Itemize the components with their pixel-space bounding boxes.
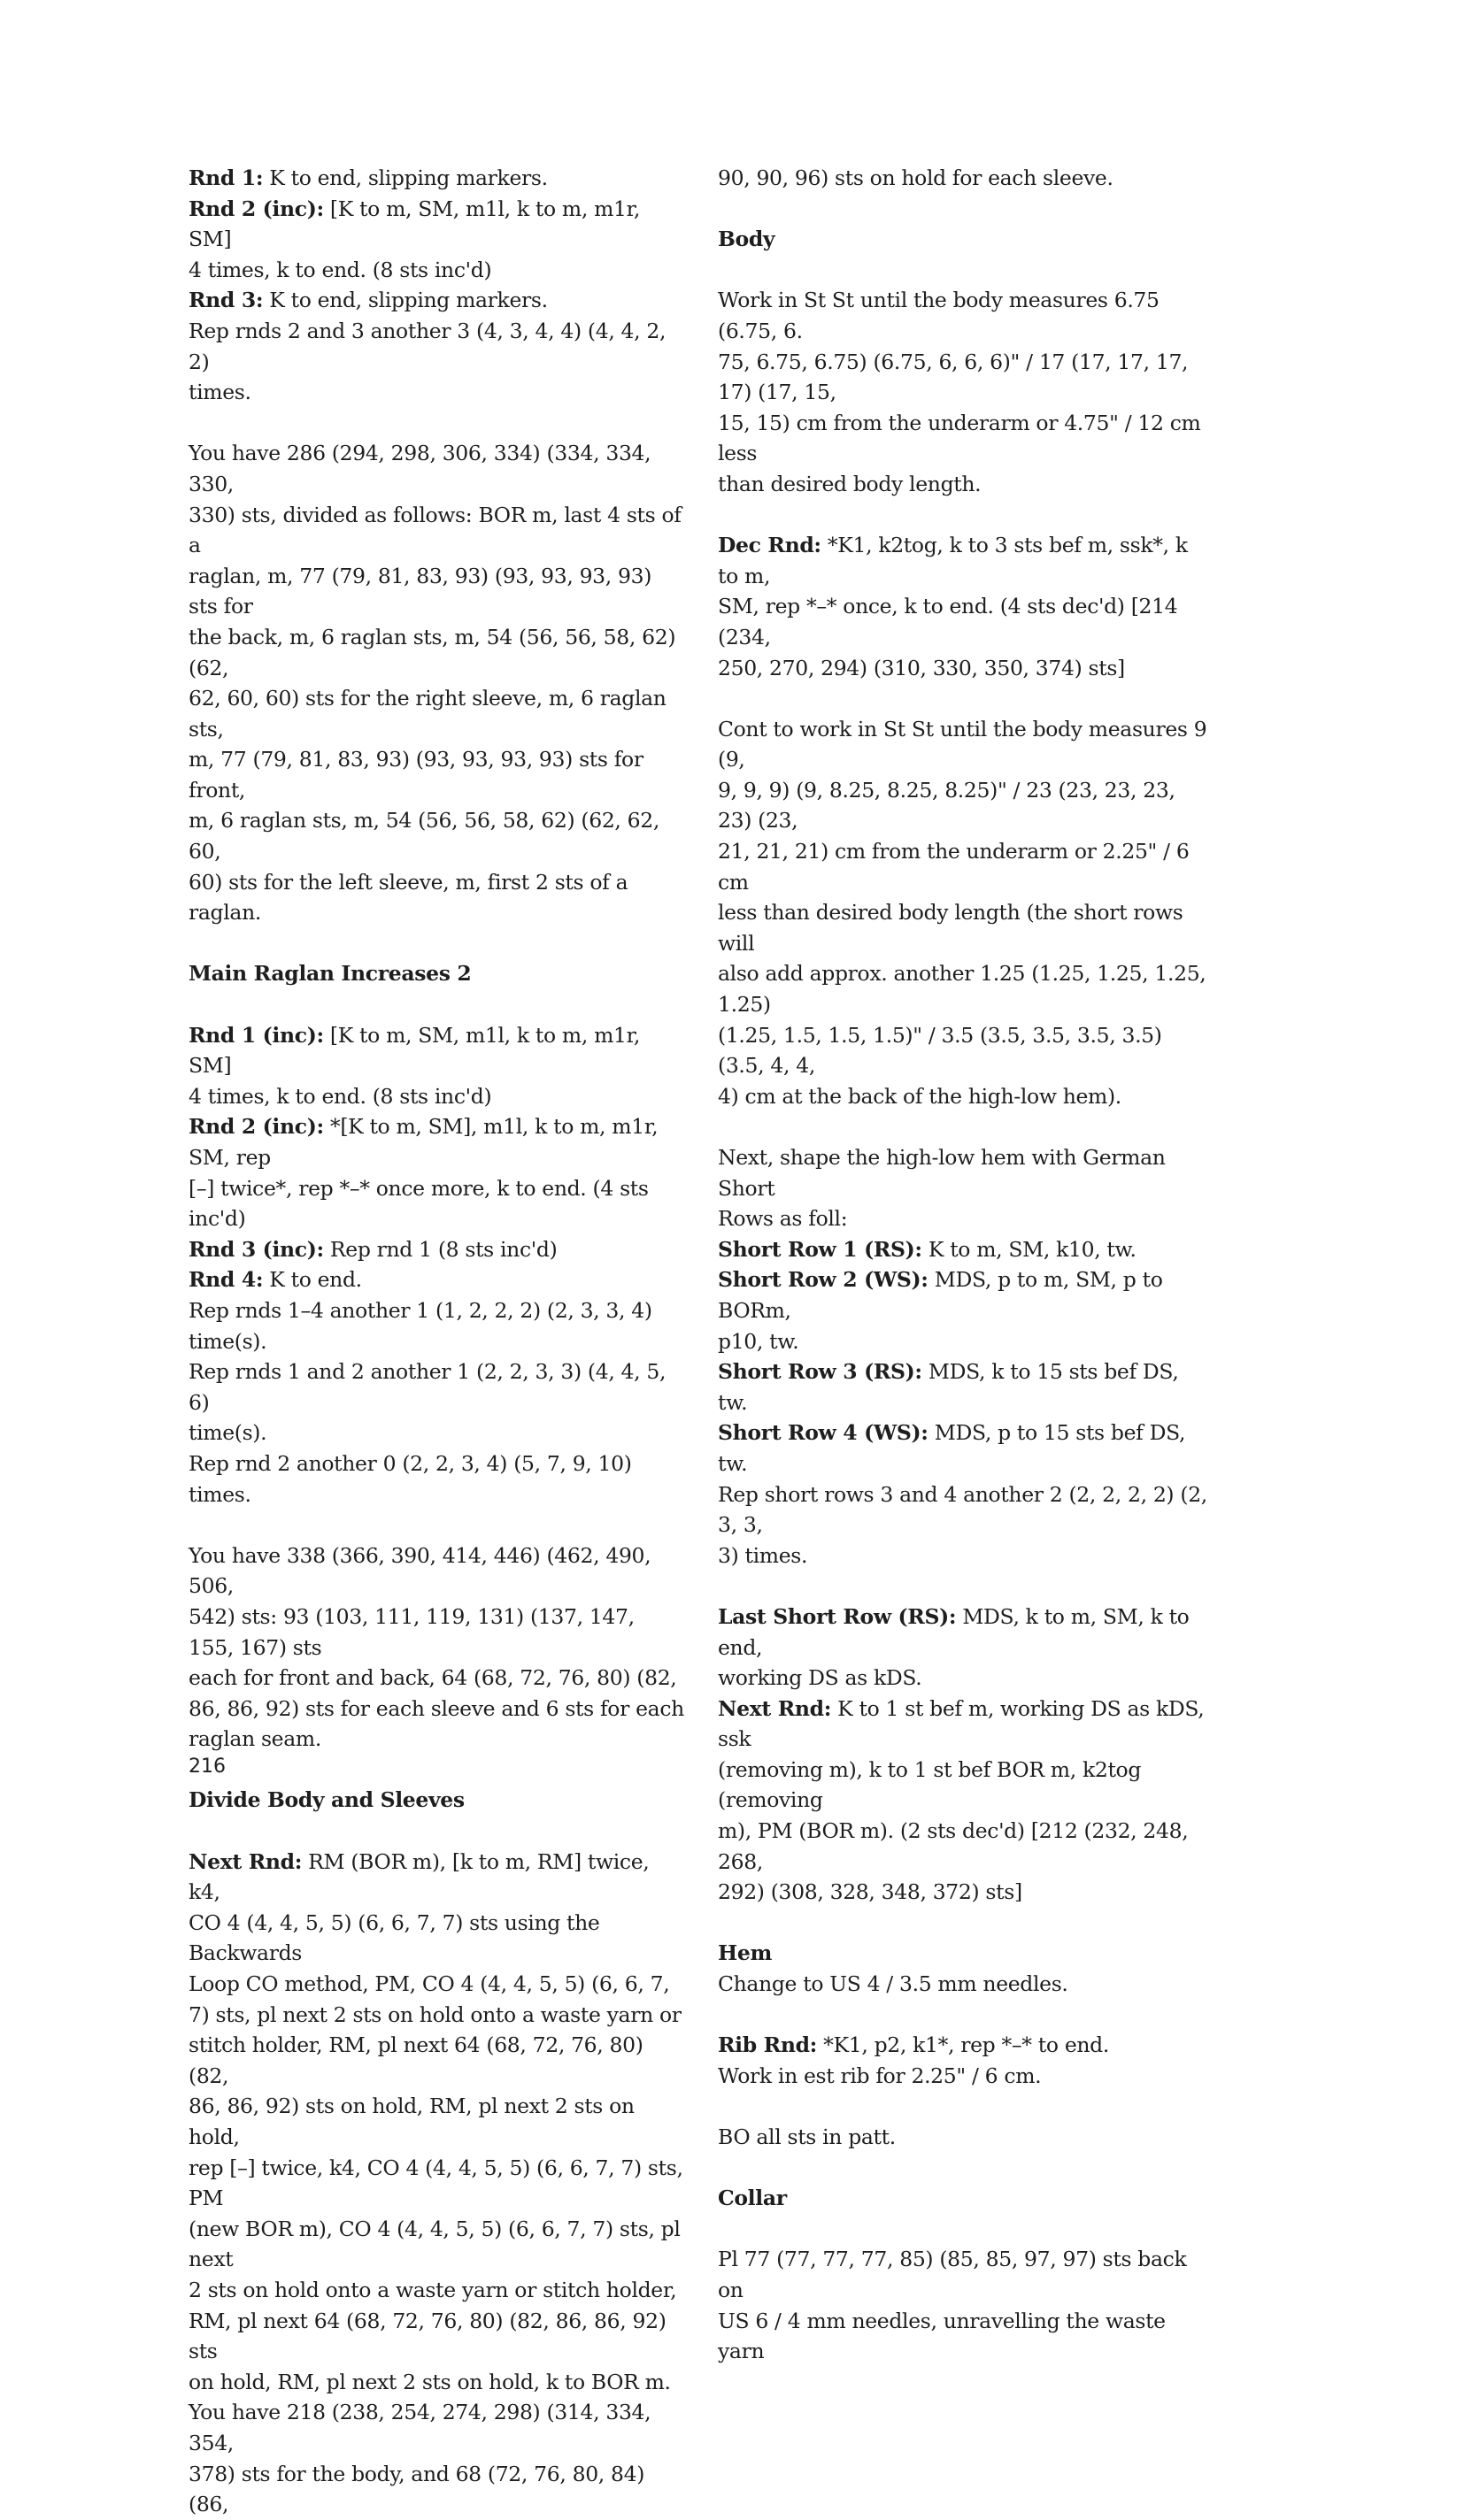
section-heading: Body bbox=[718, 227, 775, 252]
text-line: 4 times, k to end. (8 sts inc'd) bbox=[189, 257, 492, 282]
paragraph-gap bbox=[189, 408, 684, 439]
text-line bbox=[189, 1847, 684, 1908]
text-line: SM, rep *–* once, k to end. (4 sts dec'd) [214 (234, bbox=[718, 594, 1178, 649]
text-line: (1.25, 1.5, 1.5, 1.5)" / 3.5 (3.5, 3.5, 3.5, 3.5) (3.5, 4, 4, bbox=[718, 1022, 1162, 1079]
rnd-text: [K to m, SM, m1l, k to m, m1r, SM] bbox=[189, 196, 641, 252]
paragraph-gap bbox=[189, 928, 684, 959]
left-column bbox=[189, 163, 684, 2520]
text-line bbox=[718, 530, 1214, 591]
text-line: the back, m, 6 raglan sts, m, 54 (56, 56, 58, 62) (62, bbox=[189, 624, 676, 680]
text-line: 330) sts, divided as follows: BOR m, last 4 sts of a bbox=[189, 502, 682, 558]
row-label: Short Row 4 (WS): bbox=[718, 1420, 928, 1446]
text-line: on hold, RM, pl next 2 sts on hold, k to BOR m. bbox=[189, 2369, 671, 2394]
text-line: US 6 / 4 mm needles, unravelling the waste yarn bbox=[718, 2308, 1166, 2364]
rnd-label: Next Rnd: bbox=[718, 1695, 832, 1721]
text-line: m, 6 raglan sts, m, 54 (56, 56, 58, 62) (62, 62, 60, bbox=[189, 808, 659, 864]
text-line: m, 77 (79, 81, 83, 93) (93, 93, 93, 93) sts for front, bbox=[189, 747, 643, 803]
text-line: 4) cm at the back of the high-low hem). bbox=[718, 1083, 1121, 1109]
rnd-label: Rib Rnd: bbox=[718, 2032, 817, 2058]
text-line: Rows as foll: bbox=[718, 1206, 848, 1232]
text-line: stitch holder, RM, pl next 64 (68, 72, 76, 80) (82, bbox=[189, 2032, 643, 2088]
text-line: 4 times, k to end. (8 sts inc'd) bbox=[189, 1083, 492, 1109]
row-text: MDS, k to 15 sts bef DS, tw. bbox=[718, 1359, 1179, 1415]
text-line: (removing m), k to 1 st bef BOR m, k2tog (removing bbox=[718, 1756, 1142, 1813]
rnd-text: *K1, p2, k1*, rep *–* to end. bbox=[817, 2032, 1109, 2058]
text-line: Rep rnds 1 and 2 another 1 (2, 2, 3, 3) (4, 4, 5, 6) bbox=[189, 1359, 667, 1415]
text-line: Change to US 4 / 3.5 mm needles. bbox=[718, 1971, 1068, 1997]
text-line: p10, tw. bbox=[718, 1328, 799, 1354]
text-line bbox=[189, 1111, 684, 1172]
row-label: Short Row 1 (RS): bbox=[718, 1236, 922, 1262]
text-line bbox=[718, 2030, 1214, 2061]
section-heading: Collar bbox=[718, 2186, 787, 2211]
text-line: CO 4 (4, 4, 5, 5) (6, 6, 7, 7) sts using the Backwards bbox=[189, 1909, 600, 1966]
text-line: 75, 6.75, 6.75) (6.75, 6, 6, 6)" / 17 (17, 17, 17, 17) (17, 15, bbox=[718, 349, 1189, 405]
text-line: Rep rnds 2 and 3 another 3 (4, 3, 4, 4) (4, 4, 2, 2) bbox=[189, 318, 667, 374]
text-line: You have 286 (294, 298, 306, 334) (334, 334, 330, bbox=[189, 441, 651, 496]
text-line: less than desired body length (the short rows will bbox=[718, 900, 1183, 956]
text-line: 60) sts for the left sleeve, m, first 2 sts of a raglan. bbox=[189, 869, 628, 926]
text-line: Rep rnd 2 another 0 (2, 2, 3, 4) (5, 7, 9, 10) times. bbox=[189, 1450, 632, 1507]
text-line: 86, 86, 92) sts on hold, RM, pl next 2 sts on hold, bbox=[189, 2094, 635, 2149]
text-line: Rep rnds 1–4 another 1 (1, 2, 2, 2) (2, 3, 3, 4) time(s). bbox=[189, 1297, 652, 1354]
text-line bbox=[189, 1234, 684, 1265]
row-text: K to m, SM, k10, tw. bbox=[921, 1236, 1137, 1262]
text-line: Cont to work in St St until the body measures 9 (9, bbox=[718, 716, 1207, 772]
paragraph-gap bbox=[718, 1908, 1214, 1939]
text-line: each for front and back, 64 (68, 72, 76, 80) (82, bbox=[189, 1665, 677, 1691]
text-line: 62, 60, 60) sts for the right sleeve, m, 6 raglan sts, bbox=[189, 686, 667, 741]
text-line bbox=[718, 1234, 1214, 1265]
row-label: Short Row 2 (WS): bbox=[718, 1267, 928, 1293]
text-line bbox=[189, 1264, 684, 1295]
row-label: Short Row 3 (RS): bbox=[718, 1359, 922, 1385]
text-line: 542) sts: 93 (103, 111, 119, 131) (137, 147, 155, 167) sts bbox=[189, 1603, 635, 1660]
text-line: 90, 90, 96) sts on hold for each sleeve. bbox=[718, 165, 1113, 190]
text-line bbox=[718, 1356, 1214, 1418]
text-line: Work in St St until the body measures 6.75 (6.75, 6. bbox=[718, 288, 1160, 343]
text-line: RM, pl next 64 (68, 72, 76, 80) (82, 86, 86, 92) sts bbox=[189, 2308, 667, 2364]
text-line bbox=[189, 163, 684, 194]
rnd-text: [K to m, SM, m1l, k to m, m1r, SM] bbox=[189, 1022, 641, 1079]
rnd-text: K to 1 st bef m, working DS as kDS, ssk bbox=[718, 1695, 1205, 1752]
rnd-label: Rnd 4: bbox=[189, 1267, 264, 1293]
text-line: times. bbox=[189, 380, 251, 405]
paragraph-gap bbox=[718, 1111, 1214, 1142]
row-text: MDS, p to m, SM, p to BORm, bbox=[718, 1267, 1163, 1323]
rnd-text: Rep rnd 1 (8 sts inc'd) bbox=[323, 1236, 558, 1262]
paragraph-gap bbox=[718, 2214, 1214, 2245]
paragraph-gap bbox=[718, 255, 1214, 286]
text-line: than desired body length. bbox=[718, 471, 982, 496]
text-line: 7) sts, pl next 2 sts on hold onto a waste yarn or bbox=[189, 2001, 682, 2027]
text-line bbox=[189, 1020, 684, 1081]
rnd-text: K to end, slipping markers. bbox=[263, 165, 548, 190]
paragraph-gap bbox=[718, 683, 1214, 714]
rnd-label: Rnd 3 (inc): bbox=[189, 1236, 324, 1262]
rnd-text: *[K to m, SM], m1l, k to m, m1r, SM, rep bbox=[189, 1114, 659, 1170]
text-line: 2 sts on hold onto a waste yarn or stitch holder, bbox=[189, 2277, 677, 2302]
rnd-label: Rnd 2 (inc): bbox=[189, 196, 324, 221]
text-line: raglan seam. bbox=[189, 1726, 321, 1752]
text-line: Loop CO method, PM, CO 4 (4, 4, 5, 5) (6, 6, 7, bbox=[189, 1971, 670, 1997]
rnd-label: Rnd 2 (inc): bbox=[189, 1114, 324, 1140]
rnd-text: K to end, slipping markers. bbox=[263, 288, 548, 313]
section-heading: Hem bbox=[718, 1940, 772, 1966]
text-line bbox=[718, 1694, 1214, 1755]
text-line bbox=[189, 285, 684, 316]
paragraph-gap bbox=[718, 500, 1214, 531]
row-text: MDS, p to 15 sts bef DS, tw. bbox=[718, 1420, 1186, 1476]
rnd-label: Next Rnd: bbox=[189, 1848, 303, 1874]
paragraph-gap bbox=[718, 2153, 1214, 2184]
row-label: Last Short Row (RS): bbox=[718, 1603, 957, 1629]
text-line: Pl 77 (77, 77, 77, 85) (85, 85, 97, 97) sts back on bbox=[718, 2247, 1187, 2302]
text-line bbox=[718, 1418, 1214, 1479]
text-line: 292) (308, 328, 348, 372) sts] bbox=[718, 1879, 1022, 1905]
paragraph-gap bbox=[189, 1510, 684, 1540]
rnd-label: Dec Rnd: bbox=[718, 533, 821, 558]
paragraph-gap bbox=[189, 1755, 684, 1786]
text-line: Rep short rows 3 and 4 another 2 (2, 2, 2, 2) (2, 3, 3, bbox=[718, 1481, 1207, 1538]
text-line: time(s). bbox=[189, 1420, 267, 1446]
text-line: 15, 15) cm from the underarm or 4.75" / 12 cm less bbox=[718, 410, 1201, 466]
paragraph-gap bbox=[189, 989, 684, 1020]
text-line: You have 218 (238, 254, 274, 298) (314, 334, 354, bbox=[189, 2400, 651, 2455]
text-line: 86, 86, 92) sts for each sleeve and 6 sts for each bbox=[189, 1695, 684, 1721]
paragraph-gap bbox=[718, 194, 1214, 225]
rnd-label: Rnd 1: bbox=[189, 165, 264, 190]
page-number: 216 bbox=[189, 1756, 226, 1778]
text-line: Work in est rib for 2.25" / 6 cm. bbox=[718, 2063, 1042, 2088]
text-line bbox=[189, 194, 684, 255]
rnd-label: Rnd 1 (inc): bbox=[189, 1022, 324, 1048]
section-heading: Main Raglan Increases 2 bbox=[189, 961, 472, 987]
section-heading: Divide Body and Sleeves bbox=[189, 1787, 465, 1813]
rnd-text: RM (BOR m), [k to m, RM] twice, k4, bbox=[189, 1848, 650, 1905]
text-line: raglan, m, 77 (79, 81, 83, 93) (93, 93, 93, 93) sts for bbox=[189, 563, 652, 619]
text-line: 250, 270, 294) (310, 330, 350, 374) sts] bbox=[718, 655, 1125, 680]
rnd-text: *K1, k2tog, k to 3 sts bef m, ssk*, k to m, bbox=[718, 533, 1188, 588]
text-line: 9, 9, 9) (9, 8.25, 8.25, 8.25)" / 23 (23, 23, 23, 23) (23, bbox=[718, 777, 1175, 834]
text-line bbox=[718, 1602, 1214, 1663]
text-line: m), PM (BOR m). (2 sts dec'd) [212 (232, 248, 268, bbox=[718, 1818, 1189, 1874]
text-line: 378) sts for the body, and 68 (72, 76, 80, 84) (86, bbox=[189, 2461, 645, 2517]
paragraph-gap bbox=[189, 1816, 684, 1847]
text-line: 21, 21, 21) cm from the underarm or 2.25" / 6 cm bbox=[718, 839, 1190, 895]
rnd-text: K to end. bbox=[263, 1267, 362, 1293]
paragraph-gap bbox=[718, 1571, 1214, 1602]
text-line: Next, shape the high-low hem with German Short bbox=[718, 1145, 1166, 1201]
text-line: BO all sts in patt. bbox=[718, 2124, 896, 2149]
rnd-label: Rnd 3: bbox=[189, 288, 264, 313]
text-line: (new BOR m), CO 4 (4, 4, 5, 5) (6, 6, 7, 7) sts, pl next bbox=[189, 2216, 681, 2272]
text-line: rep [–] twice, k4, CO 4 (4, 4, 5, 5) (6, 6, 7, 7) sts, PM bbox=[189, 2155, 683, 2211]
text-line bbox=[718, 1264, 1214, 1325]
paragraph-gap bbox=[718, 2091, 1214, 2122]
text-line: working DS as kDS. bbox=[718, 1665, 922, 1691]
text-line: also add approx. another 1.25 (1.25, 1.25, 1.25, 1.25) bbox=[718, 961, 1206, 1018]
text-line: 3) times. bbox=[718, 1542, 808, 1568]
paragraph-gap bbox=[718, 2000, 1214, 2031]
row-text: MDS, k to m, SM, k to end, bbox=[718, 1603, 1190, 1660]
text-line: You have 338 (366, 390, 414, 446) (462, 490, 506, bbox=[189, 1542, 651, 1599]
text-line: [–] twice*, rep *–* once more, k to end. (4 sts inc'd) bbox=[189, 1175, 649, 1232]
right-column bbox=[718, 163, 1214, 2367]
